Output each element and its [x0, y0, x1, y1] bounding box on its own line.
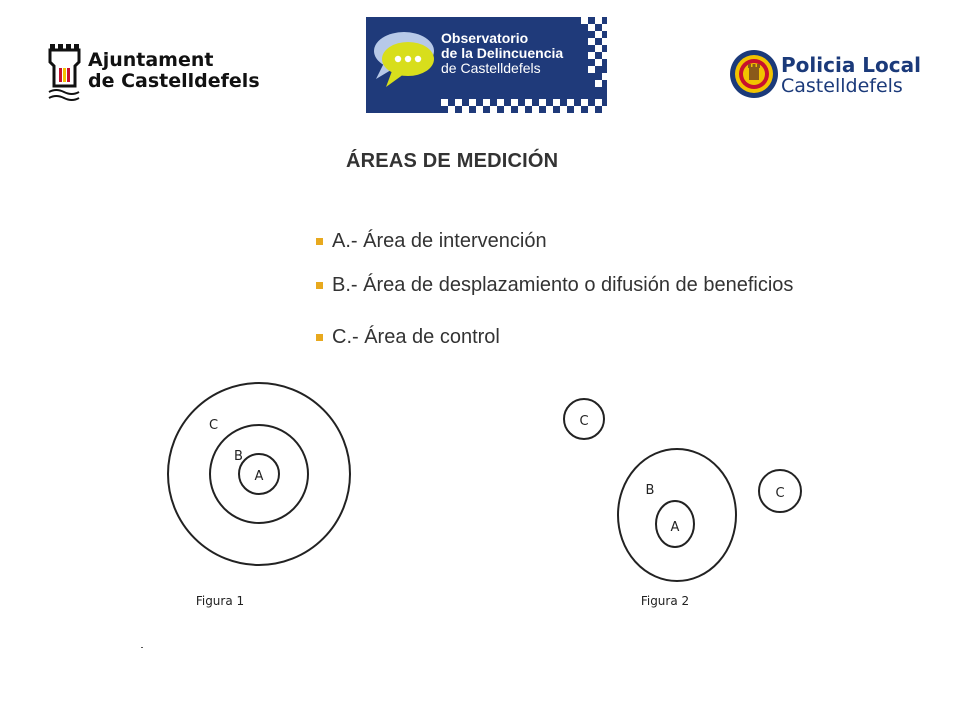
observatorio-line3: de Castelldefels [441, 60, 541, 76]
observatorio-line2: de la Delincuencia [441, 45, 564, 61]
square-bullet-icon [316, 334, 323, 341]
policia-line2: Castelldefels [781, 75, 903, 97]
ajuntament-name [88, 50, 260, 92]
label-c: C [775, 486, 785, 501]
observatorio-line1: Observatorio [441, 30, 529, 46]
bullet-item [316, 326, 500, 349]
observatorio-name [441, 31, 563, 76]
label-a: A [670, 520, 680, 535]
label-b: B [234, 449, 243, 464]
castle-icon [49, 44, 79, 100]
ajuntament-line1: Ajuntament [88, 49, 214, 71]
figure-2-caption: Figura 2 [640, 594, 690, 608]
label-c: C [579, 414, 589, 429]
ajuntament-line2: de Castelldefels [88, 70, 260, 92]
policia-name [781, 55, 921, 96]
square-bullet-icon [316, 238, 323, 245]
figure-1-caption: Figura 1 [195, 594, 245, 608]
policia-badge-icon [729, 46, 779, 102]
figures-diagram [0, 370, 960, 670]
label-c: C [209, 418, 219, 433]
bullet-text: A.- Área de intervención [332, 230, 547, 252]
square-bullet-icon [316, 282, 323, 289]
bullet-item [316, 230, 547, 253]
bullet-item [316, 274, 793, 297]
stray-dot [141, 647, 143, 648]
policia-line1: Policia Local [781, 53, 921, 77]
bullet-text: B.- Área de desplazamiento o difusión de beneficios [332, 274, 794, 296]
bullet-text: C.- Área de control [332, 326, 500, 348]
page-title: ÁREAS DE MEDICIÓN [346, 150, 559, 172]
label-a: A [254, 469, 264, 484]
label-b: B [645, 483, 655, 498]
figure-2 [564, 399, 801, 581]
ellipse-b [618, 449, 736, 581]
